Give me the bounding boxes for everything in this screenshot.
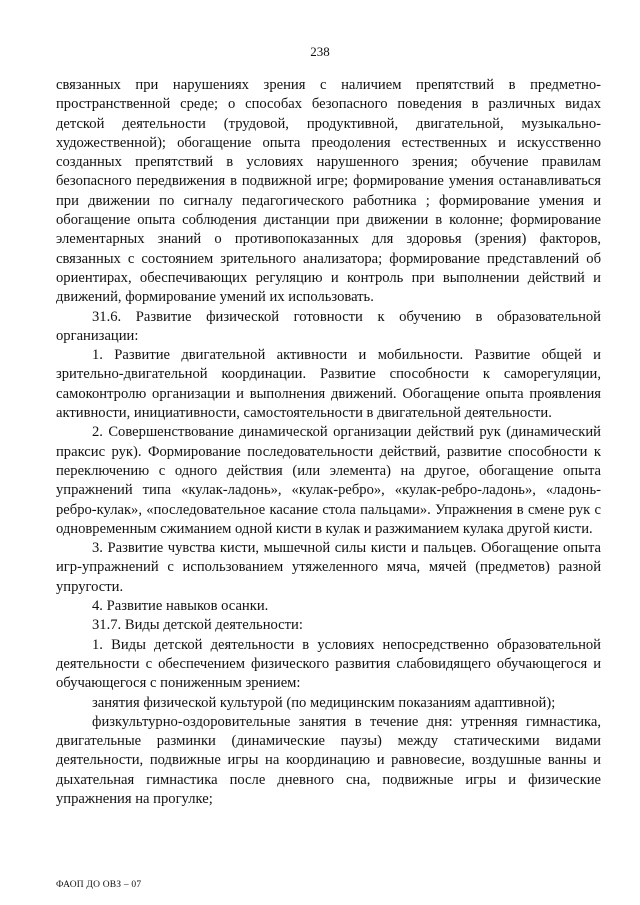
paragraph: занятия физической культурой (по медицинским показаниям адаптивной); bbox=[92, 694, 556, 711]
page-body bbox=[56, 76, 601, 809]
document-footer: ФАОП ДО ОВЗ – 07 bbox=[56, 880, 142, 890]
section-heading-31-7: 31.7. Виды детской деятельности: bbox=[92, 617, 303, 634]
paragraph: связанных при нарушениях зрения с наличием препятствий в предметно-пространственной среде; о способах безопасного поведения в различных видах детской деятельности (трудовой, продуктивной, двигательной, музыкально-художественной); обогащение опыта преодоления естественных и искусственно созданных препятствий в условиях нарушенного зрения; обучение правилам безопасного передвижения в подвижной игре; формирование умения останавливаться при движении по сигналу педагогического работника ; формирование умения и обогащение опыта соблюдения дистанции при движении в колонне; формирование элементарных знаний о противопоказанных для здоровья (зрения) факторов, связанных с состоянием зрительного анализатора; формирование представлений об ориентирах, обеспечивающих регуляцию и контроль при выполнении действий и движений, формирование умений их использовать. bbox=[56, 77, 601, 306]
paragraph: физкультурно-оздоровительные занятия в течение дня: утренняя гимнастика, двигательные разминки (динамические паузы) между статическими видами деятельности, подвижные игры на координацию и равновесие, воздушные ванны и дыхательная гимнастика после дневного сна, подвижные игры и физические упражнения на прогулке; bbox=[56, 713, 601, 807]
page-number: 238 bbox=[310, 44, 330, 59]
list-item: 3. Развитие чувства кисти, мышечной силы кисти и пальцев. Обогащение опыта игр-упражнений с использованием утяжеленного мяча, мячей (предметов) разной упругости. bbox=[56, 540, 601, 595]
list-item: 1. Виды детской деятельности в условиях непосредственно образовательной деятельности с обеспечением физического развития слабовидящего обучающегося и обучающегося с пониженным зрением: bbox=[56, 636, 601, 692]
list-item: 4. Развитие навыков осанки. bbox=[92, 598, 269, 615]
list-item: 2. Совершенствование динамической организации действий рук (динамический праксис рук). Формирование последовательности действий, развитие способности к переключению с одного действия (или элемента) на другое, обогащение опыта упражнений типа «кулак-ладонь», «кулак-ребро», «кулак-ребро-ладонь», «ладонь-ребро-кулак», «последовательное касание стола пальцами». Упражнения в смене рук с одновременным сжиманием одной кисти в кулак и разжиманием кулака другой кисти. bbox=[56, 424, 601, 537]
list-item: 1. Развитие двигательной активности и мобильности. Развитие общей и зрительно-двигательной координации. Развитие способности к саморегуляции, самоконтролю организации и выполнения движений. Обогащение опыта проявления активности, инициативности, самостоятельности в двигательной деятельности. bbox=[56, 347, 601, 422]
section-heading-31-6: 31.6. Развитие физической готовности к обучению в образовательной организации: bbox=[56, 308, 601, 344]
